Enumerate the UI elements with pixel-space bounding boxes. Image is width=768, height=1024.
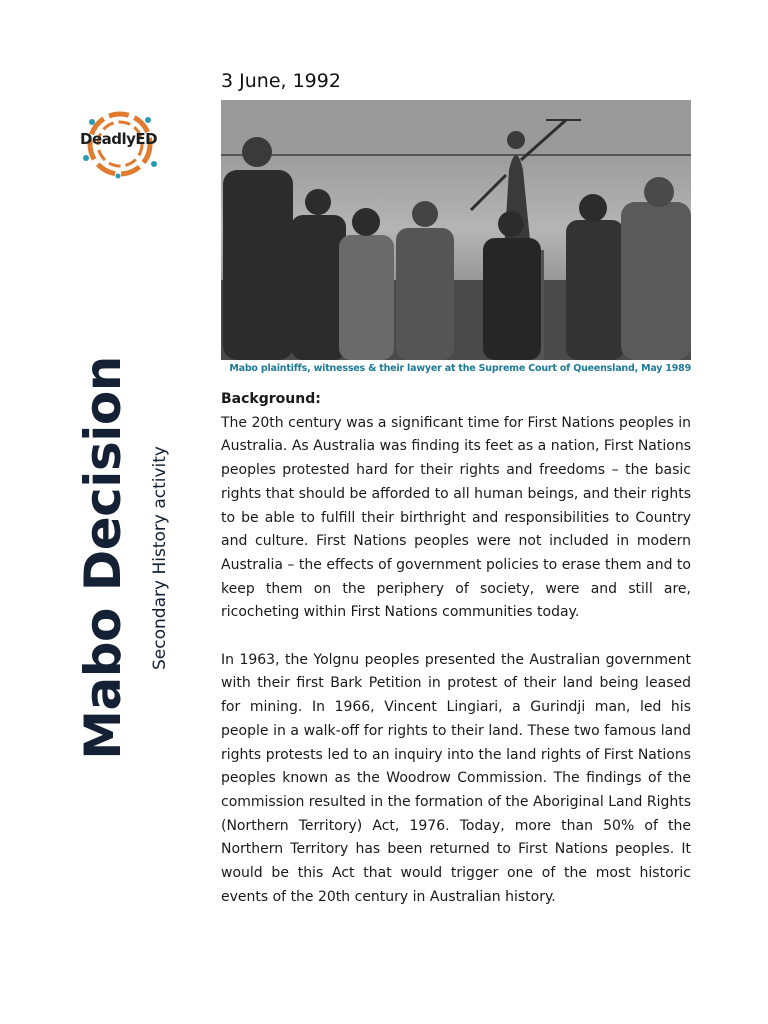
section-heading: Background: [221,391,321,407]
logo-wordmark [80,130,157,148]
document-subtitle: Secondary History activity [150,446,170,670]
logo-part-ed: ED [135,130,158,148]
event-date: 3 June, 1992 [221,70,341,92]
logo-part-deadly: Deadly [80,130,136,148]
article-body [221,388,691,909]
paragraph-2: In 1963, the Yolgnu peoples presented the Australian government with their first Bark Petition in protest of their land being leased for mining. In 1966, Vincent Lingiari, a Gurindji man, led his people in a walk-off for rights to their land. These two famous land rights protests led to an inquiry into the land rights of First Nations peoples known as the Woodrow Commission. The findings of the commission resulted in the formation of the Aboriginal Land Rights (Northern Territory) Act, 1976. Today, more than 50% of the Northern Territory has been returned to First Nations peoples. It would be this Act that would trigger one of the most historic events of the 20th century in Australian history. [221,651,691,905]
historical-photo [221,100,691,360]
photo-caption: Mabo plaintiffs, witnesses & their lawyer at the Supreme Court of Queensland, May 1989 [229,363,691,374]
document-title: Mabo Decision [74,356,132,760]
paragraph-1: The 20th century was a significant time for First Nations peoples in Australia. As Australia was finding its feet as a nation, First Nations peoples protested hard for their rights and freedoms – the basic rights that should be afforded to all human beings, and their rights to be able to fulfill their birthright and responsibilities to Country and culture. First Nations peoples were not included in modern Australia – the effects of government policies to erase them and to keep them on the periphery of society, were and still are, ricocheting within First Nations communities today. [221,414,691,621]
